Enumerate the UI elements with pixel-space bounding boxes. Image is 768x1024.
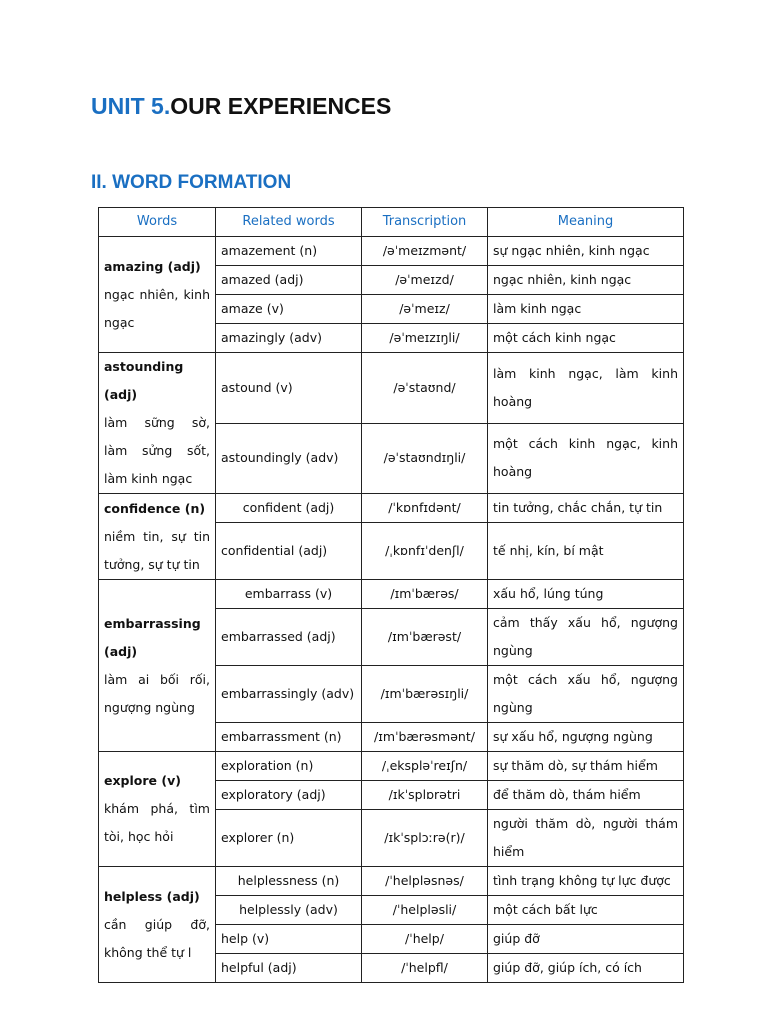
meaning: người thăm dò, người thám hiểm	[488, 810, 684, 867]
table-row	[99, 752, 684, 781]
meaning: một cách kinh ngạc, kinh hoàng	[488, 423, 684, 494]
related-word: helplessness (n)	[216, 867, 362, 896]
header-meaning: Meaning	[488, 208, 684, 237]
related-word: amazed (adj)	[216, 266, 362, 295]
word-cell	[99, 752, 216, 867]
transcription: /əˈstaʊnd/	[362, 353, 488, 424]
headword: helpless (adj)	[104, 888, 200, 904]
headword-meaning: cần giúp đỡ, không thể tự l	[104, 916, 210, 960]
transcription: /ˈkɒnfɪdənt/	[362, 494, 488, 523]
transcription: /ˈhelpfl/	[362, 954, 488, 983]
related-word: amazement (n)	[216, 237, 362, 266]
meaning: tin tưởng, chắc chắn, tự tin	[488, 494, 684, 523]
transcription: /ɪkˈsplɒrətri	[362, 781, 488, 810]
headword-meaning: niềm tin, sự tin tưởng, sự tự tin	[104, 528, 210, 572]
related-word: confident (adj)	[216, 494, 362, 523]
word-cell	[99, 353, 216, 494]
meaning: sự thăm dò, sự thám hiểm	[488, 752, 684, 781]
transcription: /ɪmˈbærəsɪŋli/	[362, 666, 488, 723]
related-word: embarrass (v)	[216, 580, 362, 609]
meaning: giúp đỡ	[488, 925, 684, 954]
related-word: astound (v)	[216, 353, 362, 424]
meaning: ngạc nhiên, kinh ngạc	[488, 266, 684, 295]
word-cell	[99, 580, 216, 752]
header-words: Words	[99, 208, 216, 237]
meaning: tế nhị, kín, bí mật	[488, 523, 684, 580]
meaning: làm kinh ngạc	[488, 295, 684, 324]
related-word: astoundingly (adv)	[216, 423, 362, 494]
meaning: một cách bất lực	[488, 896, 684, 925]
transcription: /ɪmˈbærəs/	[362, 580, 488, 609]
meaning: tình trạng không tự lực được	[488, 867, 684, 896]
transcription: /əˈstaʊndɪŋli/	[362, 423, 488, 494]
transcription: /ɪmˈbærəst/	[362, 609, 488, 666]
header-transcription: Transcription	[362, 208, 488, 237]
related-word: confidential (adj)	[216, 523, 362, 580]
unit-title	[91, 93, 391, 120]
table-header-row	[99, 208, 684, 237]
section-title: II. WORD FORMATION	[91, 172, 292, 193]
table-row	[99, 867, 684, 896]
unit-name: OUR EXPERIENCES	[170, 93, 392, 119]
headword-meaning: làm ai bối rối, ngượng ngùng	[104, 671, 210, 715]
meaning: sự ngạc nhiên, kinh ngạc	[488, 237, 684, 266]
transcription: /əˈmeɪzd/	[362, 266, 488, 295]
transcription: /ɪmˈbærəsmənt/	[362, 723, 488, 752]
related-word: exploration (n)	[216, 752, 362, 781]
related-word: embarrassed (adj)	[216, 609, 362, 666]
related-word: explorer (n)	[216, 810, 362, 867]
transcription: /ˌkɒnfɪˈdenʃl/	[362, 523, 488, 580]
related-word: exploratory (adj)	[216, 781, 362, 810]
headword: confidence (n)	[104, 500, 206, 516]
related-word: help (v)	[216, 925, 362, 954]
headword-meaning: làm sững sờ, làm sửng sốt, làm kinh ngạc	[104, 415, 210, 486]
meaning: một cách kinh ngạc	[488, 324, 684, 353]
transcription: /ˈhelp/	[362, 925, 488, 954]
word-cell	[99, 237, 216, 353]
table-row	[99, 353, 684, 424]
unit-label: UNIT 5.	[91, 93, 171, 119]
headword: astounding (adj)	[104, 359, 184, 402]
meaning: xấu hổ, lúng túng	[488, 580, 684, 609]
related-word: helpful (adj)	[216, 954, 362, 983]
header-related-words: Related words	[216, 208, 362, 237]
meaning: để thăm dò, thám hiểm	[488, 781, 684, 810]
transcription: /ɪkˈsplɔːrə(r)/	[362, 810, 488, 867]
meaning: một cách xấu hổ, ngượng ngùng	[488, 666, 684, 723]
table-row	[99, 494, 684, 523]
table-row	[99, 237, 684, 266]
related-word: embarrassingly (adv)	[216, 666, 362, 723]
transcription: /əˈmeɪzmənt/	[362, 237, 488, 266]
headword-meaning: ngạc nhiên, kinh ngạc	[104, 286, 210, 330]
related-word: amaze (v)	[216, 295, 362, 324]
word-cell	[99, 867, 216, 983]
meaning: giúp đỡ, giúp ích, có ích	[488, 954, 684, 983]
meaning: làm kinh ngạc, làm kinh hoàng	[488, 353, 684, 424]
word-formation-table	[98, 207, 684, 983]
related-word: embarrassment (n)	[216, 723, 362, 752]
table-row	[99, 580, 684, 609]
word-cell	[99, 494, 216, 580]
headword: explore (v)	[104, 773, 181, 788]
transcription: /əˈmeɪzɪŋli/	[362, 324, 488, 353]
transcription: /əˈmeɪz/	[362, 295, 488, 324]
transcription: /ˌekspləˈreɪʃn/	[362, 752, 488, 781]
transcription: /ˈhelpləsli/	[362, 896, 488, 925]
related-word: amazingly (adv)	[216, 324, 362, 353]
transcription: /ˈhelpləsnəs/	[362, 867, 488, 896]
headword: embarrassing (adj)	[104, 615, 201, 659]
related-word: helplessly (adv)	[216, 896, 362, 925]
headword-meaning: khám phá, tìm tòi, học hỏi	[104, 801, 210, 844]
headword: amazing (adj)	[104, 258, 201, 274]
meaning: cảm thấy xấu hổ, ngượng ngùng	[488, 609, 684, 666]
meaning: sự xấu hổ, ngượng ngùng	[488, 723, 684, 752]
